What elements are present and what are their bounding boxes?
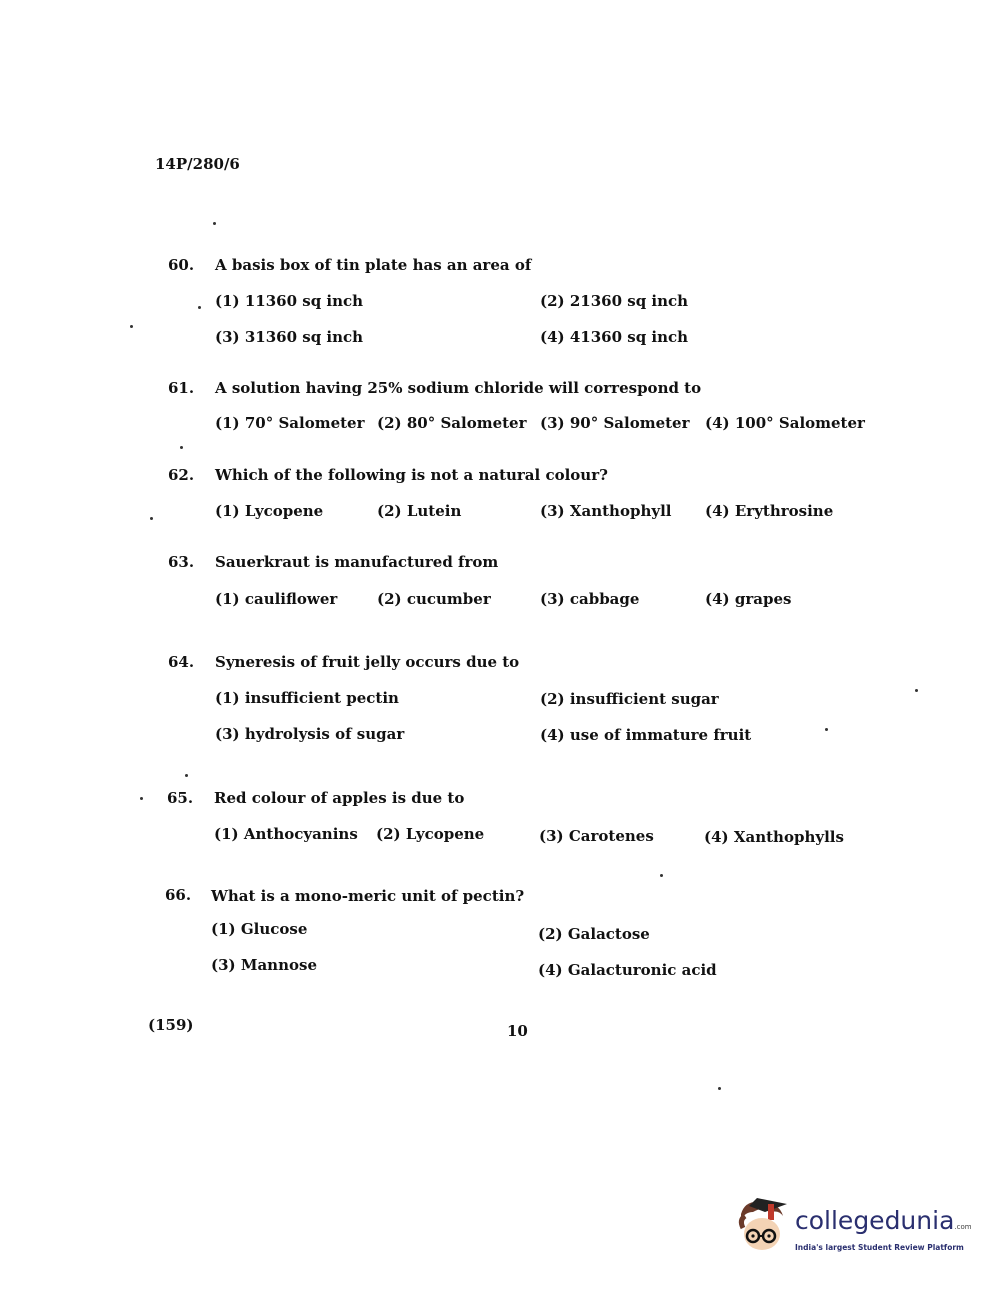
collegedunia-logo	[735, 1196, 972, 1260]
logo-tagline: India's largest Student Review Platform	[795, 1243, 964, 1252]
option: (2) insufficient sugar	[540, 690, 719, 708]
scan-speck	[915, 689, 918, 692]
option: (2) cucumber	[377, 590, 491, 608]
page-number: 10	[507, 1022, 528, 1040]
option: (1) cauliflower	[215, 590, 338, 608]
scan-speck	[198, 306, 201, 309]
question-text: A basis box of tin plate has an area of	[215, 256, 532, 274]
option: (4) Erythrosine	[705, 502, 834, 520]
option: (4) 41360 sq inch	[540, 328, 689, 346]
option: (4) Galacturonic acid	[538, 961, 717, 979]
logo-wordmark: collegedunia.com	[795, 1206, 972, 1235]
option: (4) Xanthophylls	[704, 828, 844, 846]
option: (1) 70° Salometer	[215, 414, 365, 432]
question-number: 63.	[168, 553, 195, 571]
option: (4) grapes	[705, 590, 792, 608]
option: (3) cabbage	[540, 590, 640, 608]
option: (1) insufficient pectin	[215, 689, 399, 707]
question-number: 61.	[168, 379, 195, 397]
question-number: 62.	[168, 466, 195, 484]
scan-speck	[140, 797, 143, 800]
option: (3) 90° Salometer	[540, 414, 690, 432]
scan-speck	[185, 774, 188, 777]
scan-speck	[825, 728, 828, 731]
question-text: Red colour of apples is due to	[214, 789, 465, 807]
option: (2) Lutein	[377, 502, 462, 520]
footer-code: (159)	[148, 1016, 194, 1034]
question-text: What is a mono-meric unit of pectin?	[211, 887, 525, 905]
paper-code: 14P/280/6	[155, 155, 240, 173]
scan-speck	[660, 874, 663, 877]
option: (2) Lycopene	[376, 825, 485, 843]
option: (3) Xanthophyll	[540, 502, 672, 520]
scan-speck	[180, 446, 183, 449]
option: (1) 11360 sq inch	[215, 292, 364, 310]
scan-speck	[130, 325, 133, 328]
option: (1) Glucose	[211, 920, 308, 938]
scan-speck	[150, 517, 153, 520]
option: (2) Galactose	[538, 925, 650, 943]
question-number: 60.	[168, 256, 195, 274]
option: (3) hydrolysis of sugar	[215, 725, 405, 743]
question-number: 66.	[165, 886, 192, 904]
question-text: A solution having 25% sodium chloride will correspond to	[215, 379, 702, 397]
option: (2) 80° Salometer	[377, 414, 527, 432]
option: (4) use of immature fruit	[540, 726, 752, 744]
question-text: Sauerkraut is manufactured from	[215, 553, 499, 571]
option: (1) Anthocyanins	[214, 825, 358, 843]
option: (3) Mannose	[211, 956, 317, 974]
scan-speck	[718, 1087, 721, 1090]
option: (3) Carotenes	[539, 827, 654, 845]
question-number: 64.	[168, 653, 195, 671]
scan-speck	[213, 222, 216, 225]
mascot-icon	[735, 1196, 793, 1260]
option: (4) 100° Salometer	[705, 414, 865, 432]
question-number: 65.	[167, 789, 194, 807]
option: (3) 31360 sq inch	[215, 328, 364, 346]
option: (2) 21360 sq inch	[540, 292, 689, 310]
option: (1) Lycopene	[215, 502, 324, 520]
question-text: Syneresis of fruit jelly occurs due to	[215, 653, 520, 671]
question-text: Which of the following is not a natural colour?	[215, 466, 608, 484]
